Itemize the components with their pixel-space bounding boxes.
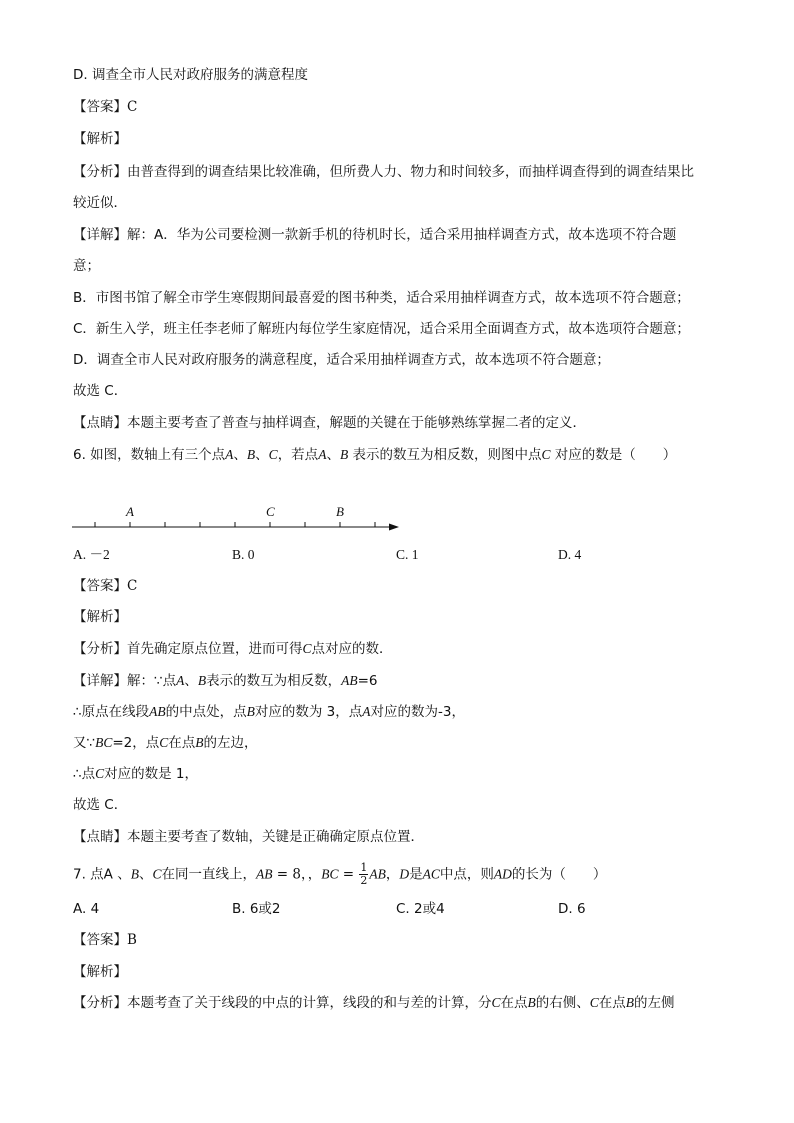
q7-stem: 7. 点A 、B、C在同一直线上，AB = 8，，BC = $\frac{1}{2}$ AB，D是AC中点，则AD的长为（ ） xyxy=(73,861,607,887)
q7-answer-line: 【答案】B xyxy=(73,932,137,948)
q6-stem: 6. 如图，数轴上有三个点A、B、C，若点A、B 表示的数互为相反数，则图中点C 对应的数是（ ） xyxy=(73,447,677,463)
q5-dianjing: 【点睛】本题主要考查了普查与抽样调查，解题的关键在于能够熟练掌握二者的定义． xyxy=(73,415,586,431)
q7-fenxi: 【分析】本题考查了关于线段的中点的计算，线段的和与差的计算，分C在点B的右侧、C在点B的左侧 xyxy=(73,995,675,1011)
q6-option-d: D. 4 xyxy=(558,547,582,562)
number-line-arrow-icon xyxy=(389,524,399,531)
q6-option-a: A. －2 xyxy=(73,547,110,562)
answer-tag: 【答案】 xyxy=(73,99,127,115)
q6-choose: 故选 C． xyxy=(73,797,128,813)
q5-fenxi-line-2: 较近似． xyxy=(73,195,127,211)
q6-analysis-heading: 【解析】 xyxy=(73,609,127,625)
q6-xiangjie-line-4: ∴点C对应的数是 1， xyxy=(73,766,198,782)
q5-xiangjie-line-1: 【详解】解：A．华为公司要检测一款新手机的待机时长，适合采用抽样调查方式，故本选项不符合题 xyxy=(73,227,677,243)
q5-fenxi-line-1: 【分析】由普查得到的调查结果比较准确，但所费人力、物力和时间较多，而抽样调查得到的调查结果比 xyxy=(73,164,694,180)
point-c-label: C xyxy=(266,504,275,519)
q6-answer-line: 【答案】C xyxy=(73,578,138,594)
q6-xiangjie-line-2: ∴原点在线段AB的中点处，点B对应的数为 3，点A对应的数为-3， xyxy=(73,704,465,720)
q6-option-c: C. 1 xyxy=(396,547,419,562)
q5-option-d: D. 调查全市人民对政府服务的满意程度 xyxy=(73,67,308,83)
number-line-figure xyxy=(68,500,408,536)
q5-line-b: B．市图书馆了解全市学生寒假期间最喜爱的图书种类，适合采用抽样调查方式，故本选项不符合题意； xyxy=(73,290,690,306)
q7-option-b: B. 6或2 xyxy=(232,901,281,917)
q6-xiangjie-line-1: 【详解】解：∵点A、B表示的数互为相反数，AB=6 xyxy=(73,673,378,689)
q7-option-c: C. 2或4 xyxy=(396,901,445,917)
point-a-label: A xyxy=(126,504,134,519)
answer-value: C xyxy=(127,99,138,115)
q5-xiangjie-line-2: 意； xyxy=(73,258,100,274)
q5-analysis-heading: 【解析】 xyxy=(73,131,127,147)
point-b-label: B xyxy=(336,504,344,519)
q5-answer-line xyxy=(73,98,137,116)
q6-option-b: B. 0 xyxy=(232,547,255,562)
q7-option-d: D. 6 xyxy=(558,901,586,917)
fraction-one-half: $\frac{1}{2}$ xyxy=(360,861,368,887)
q5-line-c: C．新生入学，班主任李老师了解班内每位学生家庭情况，适合采用全面调查方式，故本选项符合题意； xyxy=(73,321,690,337)
q7-option-a: A. 4 xyxy=(73,901,100,917)
q7-analysis-heading: 【解析】 xyxy=(73,964,127,980)
number-line-ticks xyxy=(95,522,375,527)
q6-xiangjie-line-3: 又∵BC=2，点C在点B的左边， xyxy=(73,735,258,751)
q6-dianjing: 【点睛】本题主要考查了数轴，关键是正确确定原点位置． xyxy=(73,829,424,845)
q5-line-d: D．调查全市人民对政府服务的满意程度，适合采用抽样调查方式，故本选项不符合题意； xyxy=(73,352,610,368)
q6-fenxi: 【分析】首先确定原点位置，进而可得C点对应的数． xyxy=(73,641,393,657)
q5-choose: 故选 C． xyxy=(73,383,128,399)
